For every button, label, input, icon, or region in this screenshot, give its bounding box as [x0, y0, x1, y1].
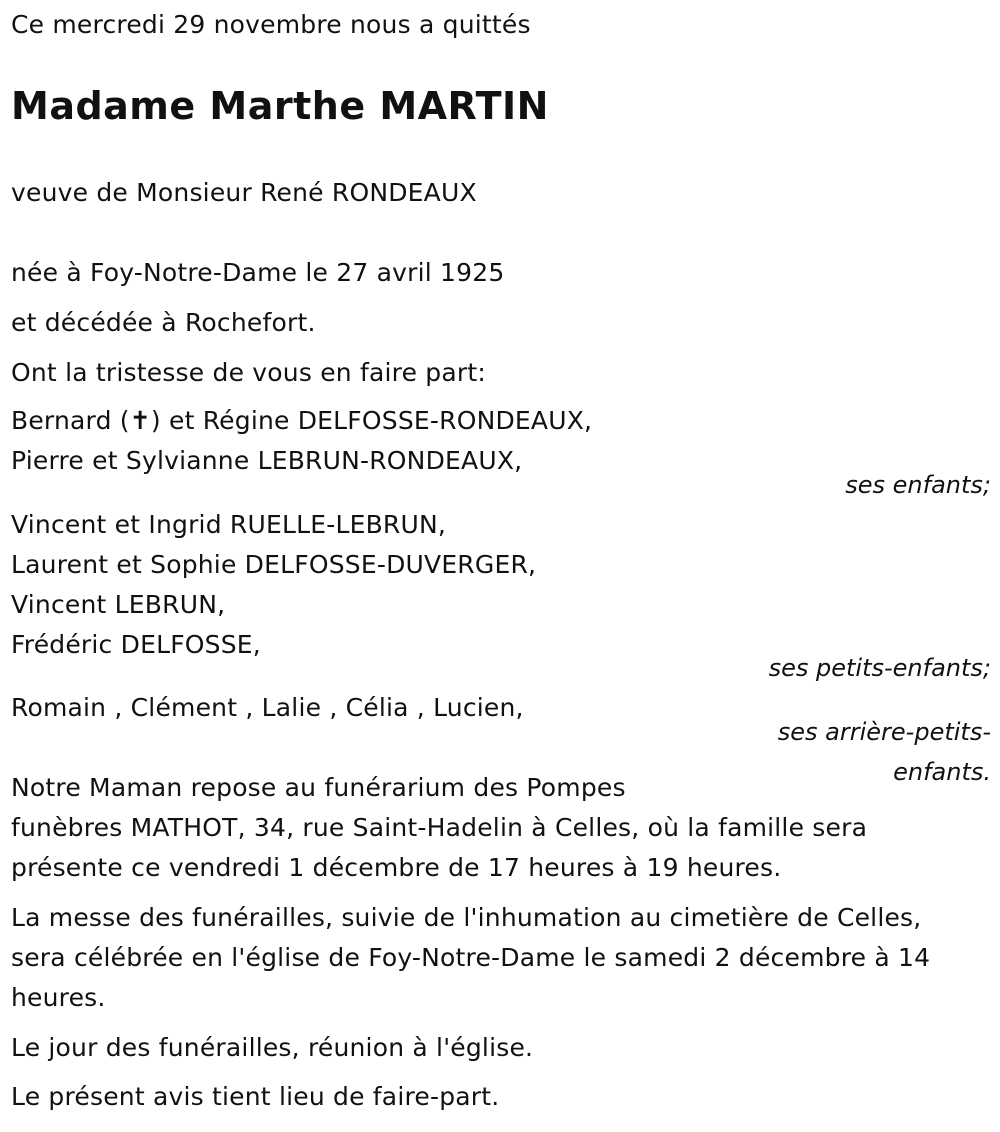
- children-line: Pierre et Sylvianne LEBRUN-RONDEAUX,: [11, 446, 523, 475]
- birth-text: née à Foy-Notre-Dame le 27 avril 1925: [11, 258, 505, 287]
- notice-text: Le présent avis tient lieu de faire-part.: [11, 1082, 500, 1111]
- grandchildren-line: Vincent LEBRUN,: [11, 590, 226, 619]
- rest-line: funèbres MATHOT, 34, rue Saint-Hadelin à Celles, où la famille sera: [11, 813, 868, 842]
- great-grandchildren-line: Romain , Clément , Lalie , Célia , Lucien,: [11, 693, 524, 722]
- children-role: ses enfants;: [845, 471, 991, 499]
- widow-of-text: veuve de Monsieur René RONDEAUX: [11, 178, 477, 207]
- deceased-name: Madame Marthe MARTIN: [11, 84, 549, 128]
- grandchildren-line: Vincent et Ingrid RUELLE-LEBRUN,: [11, 510, 447, 539]
- mass-line: La messe des funérailles, suivie de l'inhumation au cimetière de Celles,: [11, 903, 922, 932]
- grandchildren-line: Frédéric DELFOSSE,: [11, 630, 261, 659]
- grandchildren-role: ses petits-enfants;: [768, 654, 991, 682]
- meeting-text: Le jour des funérailles, réunion à l'église.: [11, 1033, 534, 1062]
- announce-text: Ont la tristesse de vous en faire part:: [11, 358, 486, 387]
- death-text: et décédée à Rochefort.: [11, 308, 316, 337]
- mass-line: heures.: [11, 983, 106, 1012]
- intro-text: Ce mercredi 29 novembre nous a quittés: [11, 10, 531, 39]
- rest-line: Notre Maman repose au funérarium des Pompes: [11, 773, 626, 802]
- mass-line: sera célébrée en l'église de Foy-Notre-Dame le samedi 2 décembre à 14: [11, 943, 931, 972]
- great-grandchildren-role: ses arrière-petits-: [777, 718, 991, 746]
- rest-line: présente ce vendredi 1 décembre de 17 heures à 19 heures.: [11, 853, 782, 882]
- grandchildren-line: Laurent et Sophie DELFOSSE-DUVERGER,: [11, 550, 537, 579]
- great-grandchildren-role: enfants.: [893, 758, 991, 786]
- children-line: Bernard (✝) et Régine DELFOSSE-RONDEAUX,: [11, 406, 593, 435]
